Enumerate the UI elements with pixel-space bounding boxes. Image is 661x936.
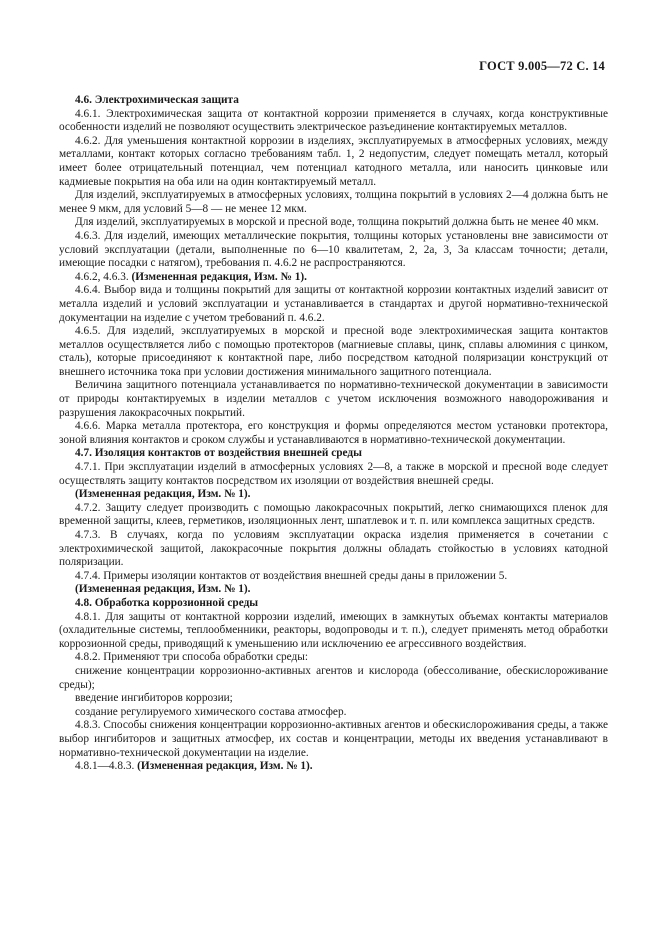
amendment-note [59, 760, 608, 774]
paragraph: 4.7.1. При эксплуатации изделий в атмосферных условиях 2—8, а также в морской и пресной воде следует осуществлять защиту контактов посредством их изоляции от воздействия внешней среды. [59, 461, 608, 487]
section-heading: 4.6. Электрохимическая защита [75, 94, 239, 106]
paragraph: Для изделий, эксплуатируемых в морской и пресной воде, толщина покрытий должна быть не менее 40 мкм. [75, 216, 599, 229]
paragraph: 4.7.3. В случаях, когда по условиям эксплуатации окраска изделия применяется в сочетании с электрохимической защитой, лакокрасочные покрытия должны обладать стойкостью в условиях катодной поляризации. [59, 529, 608, 569]
section-heading: (Измененная редакция, Изм. № 1). [75, 583, 251, 596]
paragraph: 4.6.1. Электрохимическая защита от контактной коррозии применяется в случаях, когда конструктивные особенности изделий не позволяют осуществить электрическое разъединение контактируемых металлов. [59, 107, 608, 134]
paragraph: 4.6.2. Для уменьшения контактной коррозии в изделиях, эксплуатируемых в атмосферных условиях, между металлами, контакт которых согласно требованиям табл. 1, 2 недопустим, следует помещать металл, который имеет более отрицательный потенциал, чем потенциал катодного металла, или наносить цинковые или кадмиевые покрытия на оба или на один контактируемый металл. [59, 134, 608, 188]
document-body [59, 94, 608, 774]
paragraph: 4.8.1. Для защиты от контактной коррозии изделий, имеющих в замкнутых объемах контакты материалов (охладительные системы, теплообменники, реакторы, водопроводы и т. п.), следует применять метод обработки коррозионной среды, приводящий к уменьшению или исключению ее агрессивного воздействия. [59, 610, 608, 650]
section-heading: 4.7. Изоляция контактов от воздействия внешней среды [75, 447, 362, 460]
clause-reference: 4.6.2, 4.6.3. [75, 270, 132, 283]
amendment-label: (Измененная редакция, Изм. № 1). [137, 760, 313, 773]
paragraph: 4.6.4. Выбор вида и толщины покрытий для защиты от контактной коррозии контактных изделий зависит от металла изделий и условий эксплуатации и устанавливается в стандартах и другой нормативно-технической документации на изделие с учетом требований п. 4.6.2. [59, 284, 608, 324]
clause-reference: 4.8.1—4.8.3. [75, 760, 138, 773]
paragraph: 4.8.2. Применяют три способа обработки среды: [75, 651, 308, 664]
paragraph: 4.7.2. Защиту следует производить с помощью лакокрасочных покрытий, легко снимающихся пленок для временной защиты, клеев, герметиков, изоляционных лент, шпатлевок и т. п. или комплекса защитных средств. [59, 501, 608, 528]
paragraph: снижение концентрации коррозионно-активных агентов и кислорода (обессоливание, обескислороживание среды); [59, 664, 608, 691]
amendment-label: (Измененная редакция, Изм. № 1). [131, 270, 307, 283]
paragraph: введение ингибиторов коррозии; [75, 692, 233, 705]
section-heading: (Измененная редакция, Изм. № 1). [75, 488, 251, 501]
section-heading: 4.8. Обработка коррозионной среды [75, 596, 259, 609]
paragraph: 4.7.4. Примеры изоляции контактов от воздействия внешней среды даны в приложении 5. [75, 569, 508, 582]
amendment-note [59, 271, 608, 285]
paragraph: 4.8.3. Способы снижения концентрации коррозионно-активных агентов и обескислороживания среды, а также выбор ингибиторов и защитных атмосфер, их состав и концентрации, методы их введения устанавливают в нормативно-технической документации на изделие. [59, 719, 608, 759]
paragraph: 4.6.3. Для изделий, имеющих металлические покрытия, толщины которых установлены вне зависимости от условий эксплуатации (детали, выполненные по 6—10 квалитетам, 2, 2а, 3, 3а классам точности; детали, имеющие посадки с натягом), требования п. 4.6.2 не распространяются. [59, 229, 608, 270]
paragraph: 4.6.6. Марка металла протектора, его конструкция и формы определяются местом установки протектора, зоной влияния контактов и сроком службы и устанавливаются в нормативно-технической документации. [59, 420, 608, 446]
paragraph: 4.6.5. Для изделий, эксплуатируемых в морской и пресной воде электрохимическая защита контактов металлов осуществляется либо с помощью протекторов (магниевые сплавы, цинк, сплавы алюминия с цинком, сталь), которые присоединяют к контактной паре, либо посредством катодной поляризации конструкций от внешнего источника тока при условии достижения минимального защитного потенциала. [59, 325, 608, 378]
paragraph: Для изделий, эксплуатируемых в атмосферных условиях, толщина покрытий в условиях 2—4 должна быть не менее 9 мкм, для условий 5—8 — не менее 12 мкм. [59, 189, 608, 215]
paragraph: Величина защитного потенциала устанавливается по нормативно-технической документации в зависимости от природы контактируемых в изделии металлов с учетом исключения возможного наводороживания и разрушения лакокрасочных покрытий. [59, 379, 608, 419]
paragraph: создание регулируемого химического состава атмосфер. [75, 705, 347, 718]
page-header: ГОСТ 9.005—72 С. 14 [479, 59, 605, 73]
